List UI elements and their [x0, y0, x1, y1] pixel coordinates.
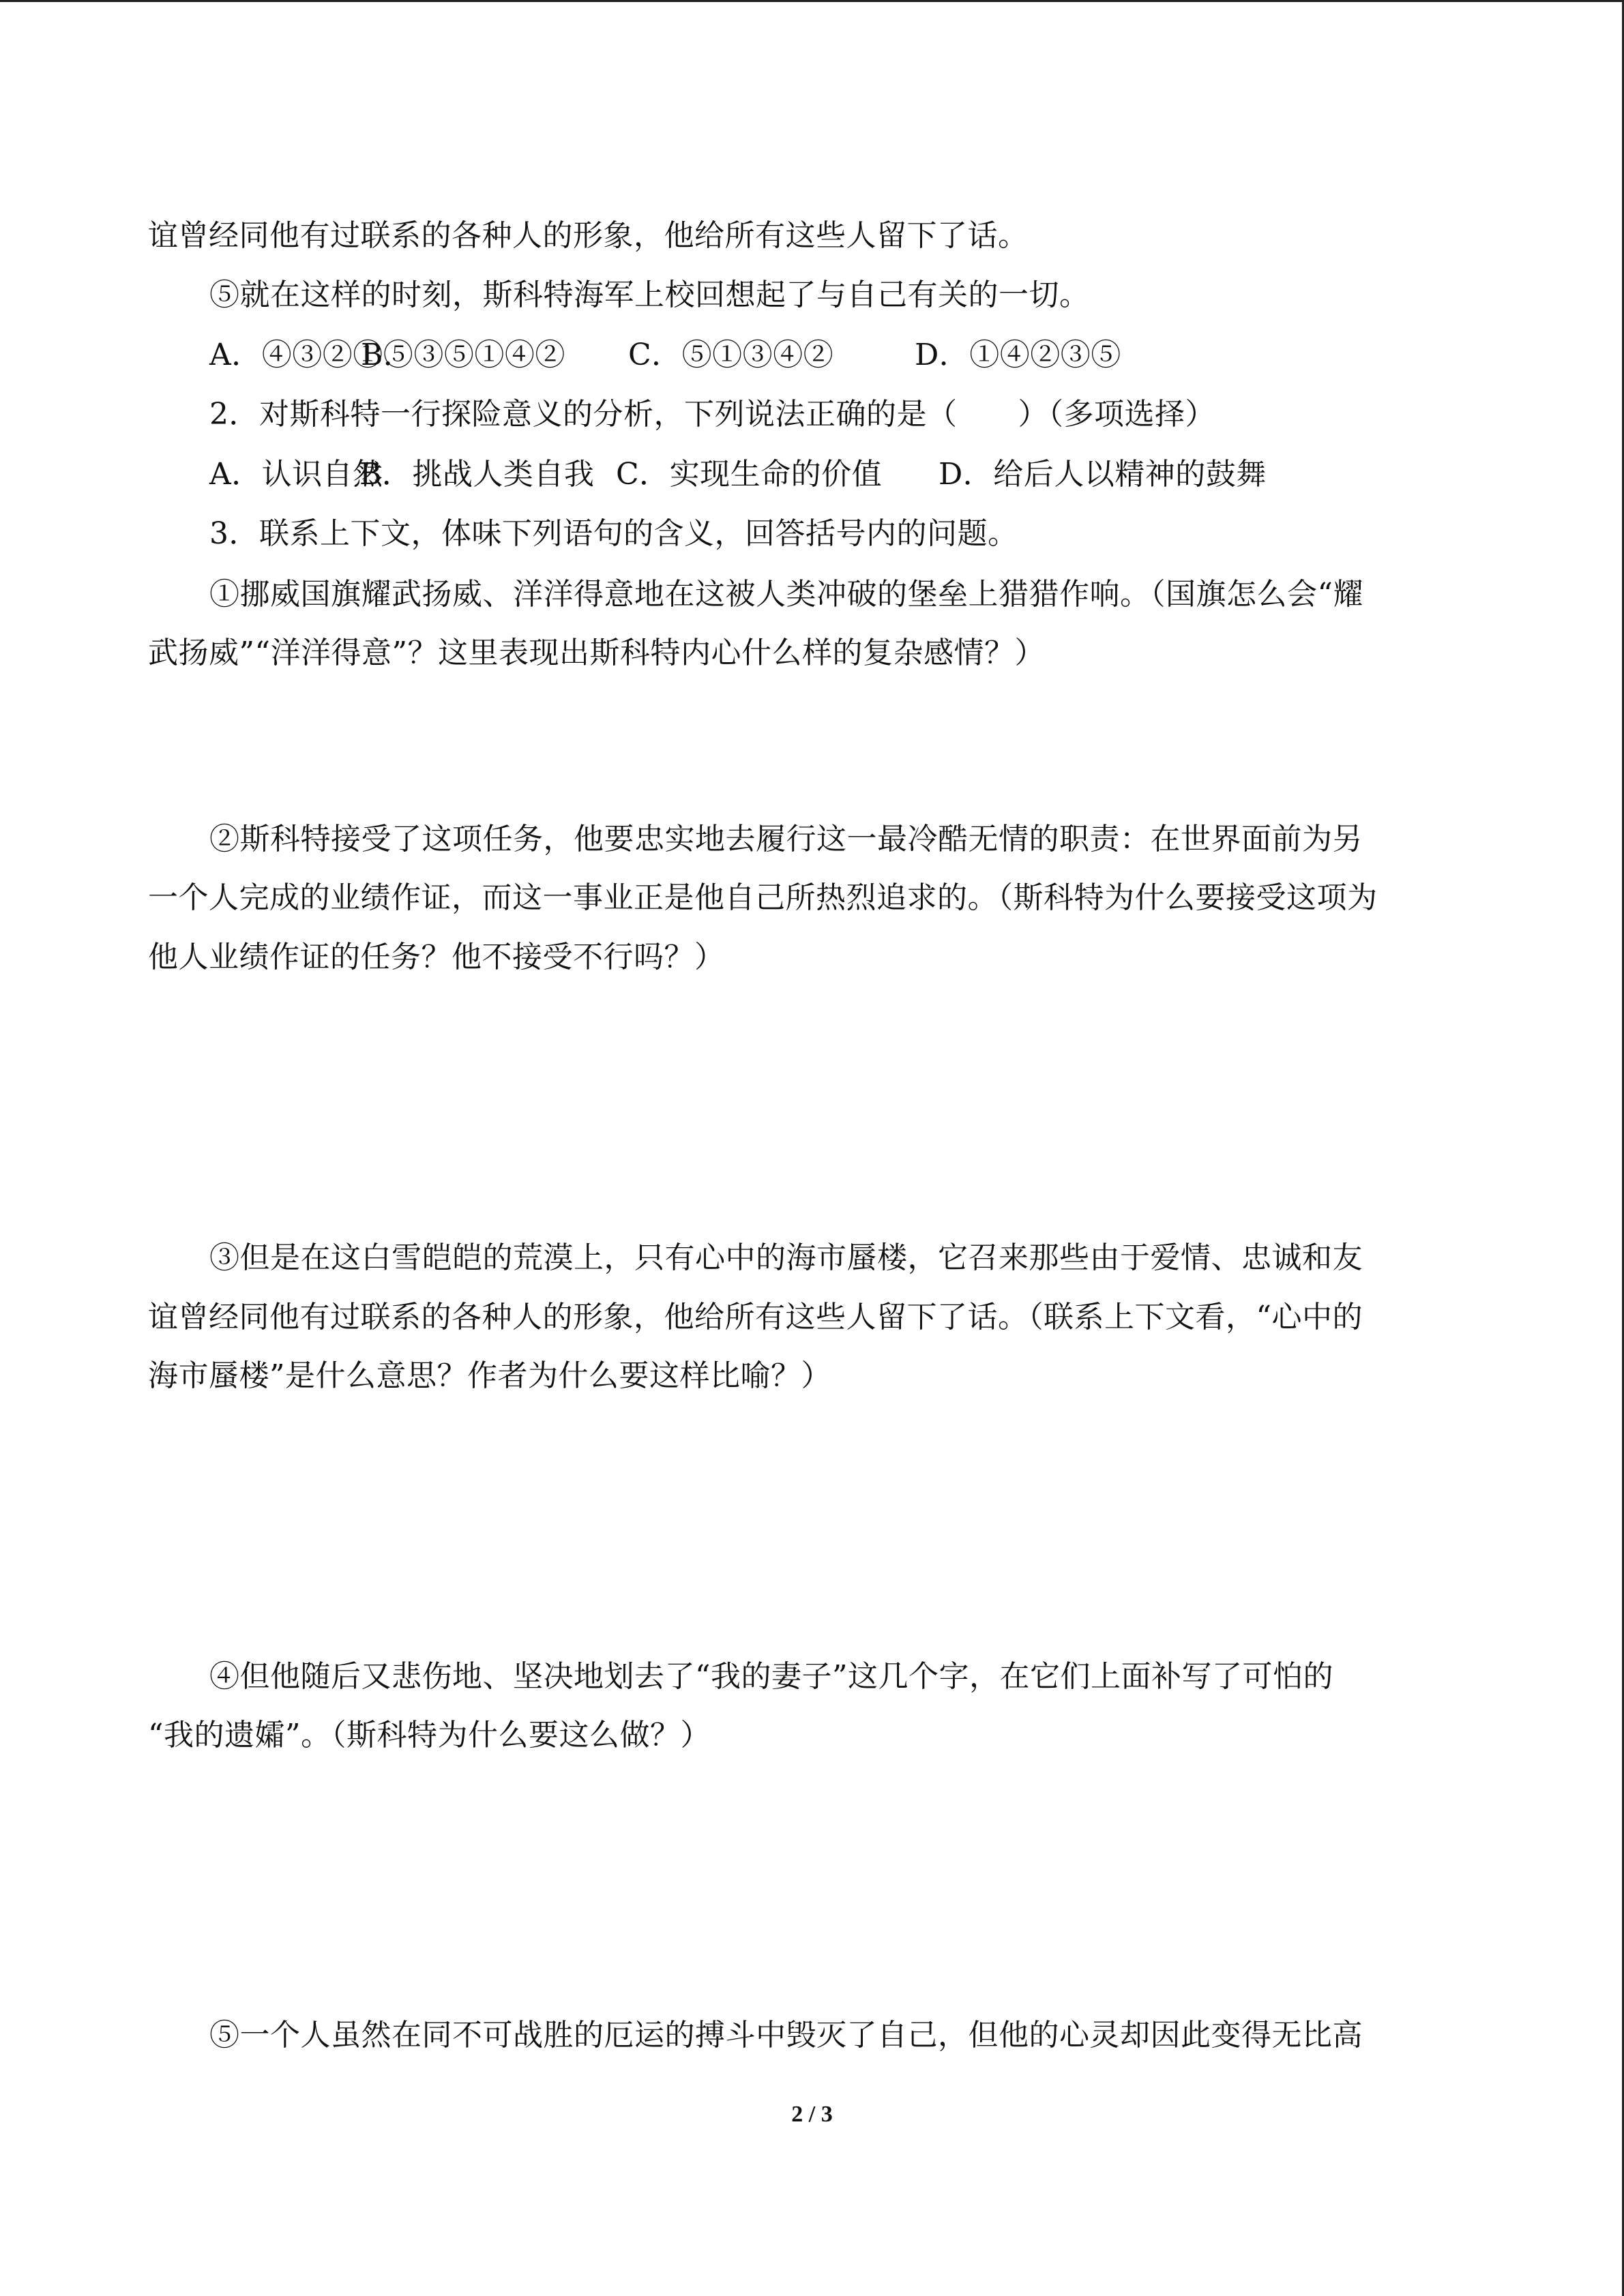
- question-1-options: [209, 335, 1121, 376]
- option-d: D．给后人以精神的鼓舞: [939, 457, 1267, 492]
- text-line: ⑤就在这样的时刻，斯科特海军上校回想起了与自己有关的一切。: [209, 278, 1090, 312]
- sentence-2-line: 一个人完成的业绩作证，而这一事业正是他自己所热烈追求的。（斯科特为什么要接受这项为: [148, 880, 1378, 915]
- sentence-4-line: ④但他随后又悲伤地、坚决地划去了“我的妻子”这几个字，在它们上面补写了可怕的: [209, 1659, 1333, 1694]
- question-3-stem: 3．联系上下文，体味下列语句的含义，回答括号内的问题。: [209, 516, 1018, 551]
- question-2-stem: 2．对斯科特一行探险意义的分析，下列说法正确的是（ ）（多项选择）: [209, 397, 1215, 432]
- option-d: D．①④②③⑤: [915, 338, 1121, 372]
- page-number: 2 / 3: [791, 2102, 833, 2127]
- sentence-2-line: 他人业绩作证的任务？他不接受不行吗？）: [148, 940, 725, 974]
- option-c: C．实现生命的价值: [616, 457, 883, 492]
- sentence-3-line: ③但是在这白雪皑皑的荒漠上，只有心中的海市蜃楼，它召来那些由于爱情、忠诚和友: [209, 1240, 1363, 1275]
- sentence-5-line: ⑤一个人虽然在同不可战胜的厄运的搏斗中毁灭了自己，但他的心灵却因此变得无比高: [209, 2018, 1363, 2053]
- question-2-options: [209, 454, 1267, 495]
- page-top-border: [0, 0, 1624, 2]
- option-b: B．③⑤①④②: [361, 338, 565, 372]
- sentence-2-line: ②斯科特接受了这项任务，他要忠实地去履行这一最冷酷无情的职责：在世界面前为另: [209, 822, 1363, 856]
- sentence-3-line: 谊曾经同他有过联系的各种人的形象，他给所有这些人留下了话。（联系上下文看，“心中的: [148, 1300, 1363, 1335]
- sentence-1-line: ①挪威国旗耀武扬威、洋洋得意地在这被人类冲破的堡垒上猎猎作响。（国旗怎么会“耀: [209, 577, 1363, 612]
- sentence-4-line: “我的遗孀”。（斯科特为什么要这么做？）: [148, 1718, 711, 1753]
- sentence-3-line: 海市蜃楼”是什么意思？作者为什么要这样比喻？）: [148, 1358, 831, 1393]
- option-b: B．挑战人类自我: [359, 457, 595, 492]
- option-c: C．⑤①③④②: [628, 338, 834, 372]
- option-a: A．认识自然: [209, 457, 383, 492]
- sentence-1-line: 武扬威”“洋洋得意”？这里表现出斯科特内心什么样的复杂感情？）: [148, 636, 1045, 670]
- text-line: 谊曾经同他有过联系的各种人的形象，他给所有这些人留下了话。: [148, 218, 1029, 253]
- option-a: A．④③②①⑤: [209, 338, 414, 372]
